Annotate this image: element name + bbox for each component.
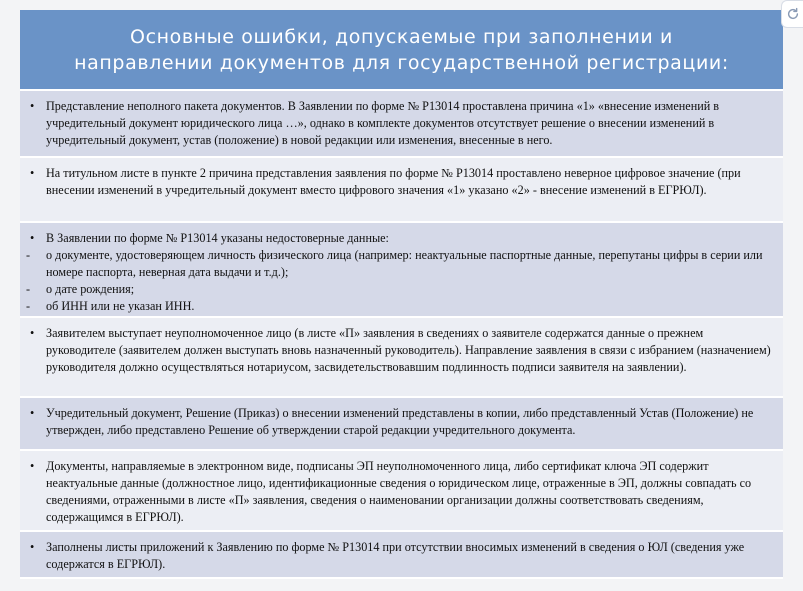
error-list (20, 91, 783, 579)
bullet-mark: • (30, 99, 35, 113)
list-item-text: Учредительный документ, Решение (Приказ) о внесении изменений представлены в копии, либо представленный Устав (Положение) не утвержден, либо представлено Решение об утверждении старой редакции учредительного документа. (46, 406, 754, 437)
dash-mark: - (26, 299, 31, 313)
bullet-mark: • (30, 231, 35, 245)
list-item-text: Заполнены листы приложений к Заявлению по форме № Р13014 при отсутствии вносимых изменений в сведения о ЮЛ (сведения уже содержатся в ЕГРЮЛ). (46, 540, 745, 571)
title-banner (20, 10, 783, 89)
bullet-mark: • (30, 406, 35, 420)
sub-item-text: об ИНН или не указан ИНН. (46, 299, 195, 313)
sub-item (26, 281, 771, 298)
list-item-text: В Заявлении по форме № Р13014 указаны недостоверные данные: (46, 231, 389, 245)
list-item-lead (26, 230, 771, 247)
list-item (20, 318, 783, 398)
list-item (20, 91, 783, 158)
sub-item (26, 298, 771, 315)
slide (20, 10, 783, 579)
bullet-mark: • (30, 459, 35, 473)
title-line-2: направлении документов для государственной регистрации: (74, 51, 729, 74)
list-item-text: Представление неполного пакета документов. В Заявлении по форме № Р13014 проставлена причина «1» «внесение изменений в учредительный документ юридического лица …», однако в комплекте документов отсутствует решение о внесении изменений в учредительный документ, устав (положение) в новой редакции или изменения, внесенные в него. (46, 99, 720, 147)
refresh-button[interactable] (781, 0, 803, 28)
dash-mark: - (26, 282, 31, 296)
list-item-text: Документы, направляемые в электронном виде, подписаны ЭП неуполномоченного лица, либо сертификат ключа ЭП содержит неактуальные данные (должностное лицо, идентификационные сведения о юридическом лице, отраженные в ЭП, должны совпадать со сведениями, отраженными в листе «П» заявления, сведения о наименовании организации должны соответствовать сведениям, содержащимся в ЕГРЮЛ). (46, 459, 752, 524)
list-item (20, 158, 783, 223)
refresh-icon (786, 7, 800, 21)
list-item (20, 532, 783, 579)
list-item-text: На титульном листе в пункте 2 причина представления заявления по форме № Р13014 проставлено неверное цифровое значение (при внесении изменений в учредительный документ вместо цифрового значения «1» указано «2» - внесение изменений в ЕГРЮЛ). (46, 166, 741, 197)
sub-item-text: о дате рождения; (46, 282, 135, 296)
list-item (20, 223, 783, 318)
list-item-text: Заявителем выступает неуполномоченное лицо (в листе «П» заявления в сведениях о заявителе содержатся данные о прежнем руководителе (заявителем должен выступать вновь назначенный руководитель). Направление заявления в связи с избранием (назначением) руководителя должно осуществляться нотариусом, засвидетельствовавшим подлинность подписи заявителя на заявлении). (46, 326, 771, 374)
bullet-mark: • (30, 540, 35, 554)
dash-mark: - (26, 248, 31, 262)
title-line-1: Основные ошибки, допускаемые при заполнении и (130, 25, 673, 48)
bullet-mark: • (30, 326, 35, 340)
list-item (20, 451, 783, 532)
bullet-mark: • (30, 166, 35, 180)
sub-item (26, 247, 771, 281)
sub-item-text: о документе, удостоверяющем личность физического лица (например: неактуальные паспортные данные, перепутаны цифры в серии или номере паспорта, неверная дата выдачи и т.д.); (46, 248, 763, 279)
list-item (20, 398, 783, 451)
